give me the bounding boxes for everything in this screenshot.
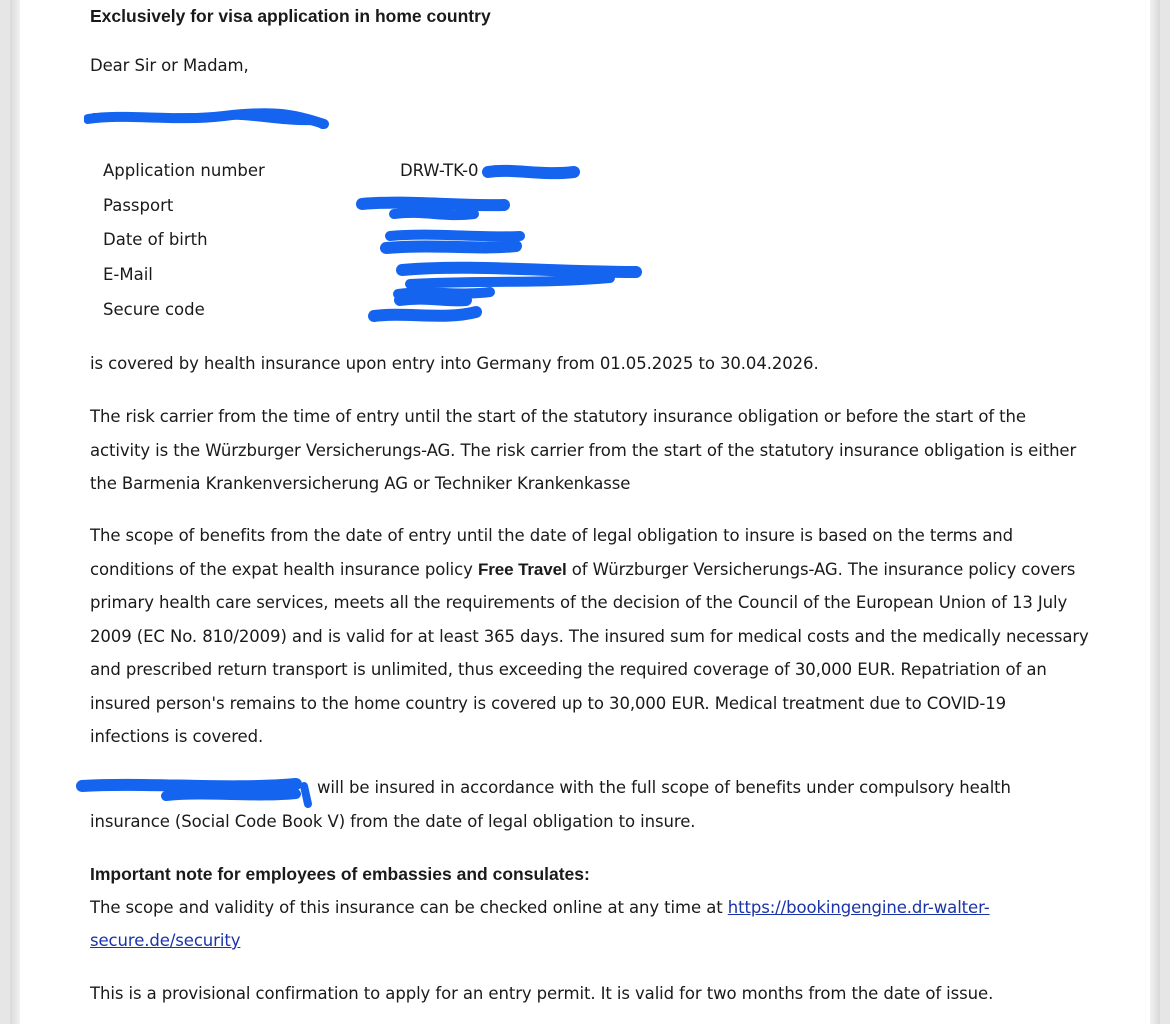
note-heading: Important note for employees of embassies and consulates: [90,864,590,884]
redacted-secure-code [366,290,486,330]
note-line-2 [90,931,240,950]
risk-carrier-paragraph: The risk carrier from the time of entry until the start of the statutory insurance obligation or before the start of the activity is the Würzburger Versicherungs-AG. The risk carrier from the start of the statutory insurance obligation is either the Barmenia Krankenversicherung AG or Techniker Krankenkasse [90,407,1077,493]
note-text: The scope and validity of this insurance can be checked online at any time at [90,898,728,917]
product-name: Free Travel [477,559,567,579]
field-value-application-number: DRW-TK-0 [400,161,479,180]
greeting: Dear Sir or Madam, [90,56,249,75]
compulsory-line-2: insurance (Social Code Book V) from the date of legal obligation to insure. [90,812,696,831]
page-shadow-left [10,0,20,1024]
redacted-insured-name [76,774,316,810]
field-label-passport: Passport [103,196,174,215]
verification-link-continued[interactable]: secure.de/security [90,931,241,950]
redacted-passport [354,192,514,226]
field-label-secure-code: Secure code [103,300,205,319]
scope-paragraph [90,519,1090,754]
redacted-name [84,104,330,132]
provisional-statement: This is a provisional confirmation to apply for an entry permit. It is valid for two months from the date of issue. [90,984,994,1003]
field-label-date-of-birth: Date of birth [103,230,208,249]
scope-text-after: of Würzburger Versicherungs-AG. The insurance policy covers primary health care services, meets all the requirements of the decision of the Council of the European Union of 13 July 2009 (EC No. 810/2009) and is valid for at least 365 days. The insured sum for medical costs and the medically necessary and prescribed return transport is unlimited, thus exceeding the required coverage of 30,000 EUR. Repatriation of an insured person's remains to the home country is covered up to 30,000 EUR. Medical treatment due to COVID-19 infections is covered. [90,559,1089,746]
document-header: Exclusively for visa application in home country [90,6,491,26]
page-shadow-right [1150,0,1160,1024]
field-label-email: E-Mail [103,265,153,284]
coverage-statement: is covered by health insurance upon entry into Germany from 01.05.2025 to 30.04.2026. [90,354,819,373]
compulsory-line-1: will be insured in accordance with the full scope of benefits under compulsory health [317,778,1011,797]
verification-link[interactable]: https://bookingengine.dr-walter- [727,898,990,917]
note-line-1 [90,898,990,917]
field-label-application-number: Application number [103,161,265,180]
redacted-application-number [482,162,580,184]
scope-text-before: The scope of benefits from the date of entry until the date of legal obligation to insure is based on the terms and conditions of the expat health insurance policy [90,526,1014,579]
